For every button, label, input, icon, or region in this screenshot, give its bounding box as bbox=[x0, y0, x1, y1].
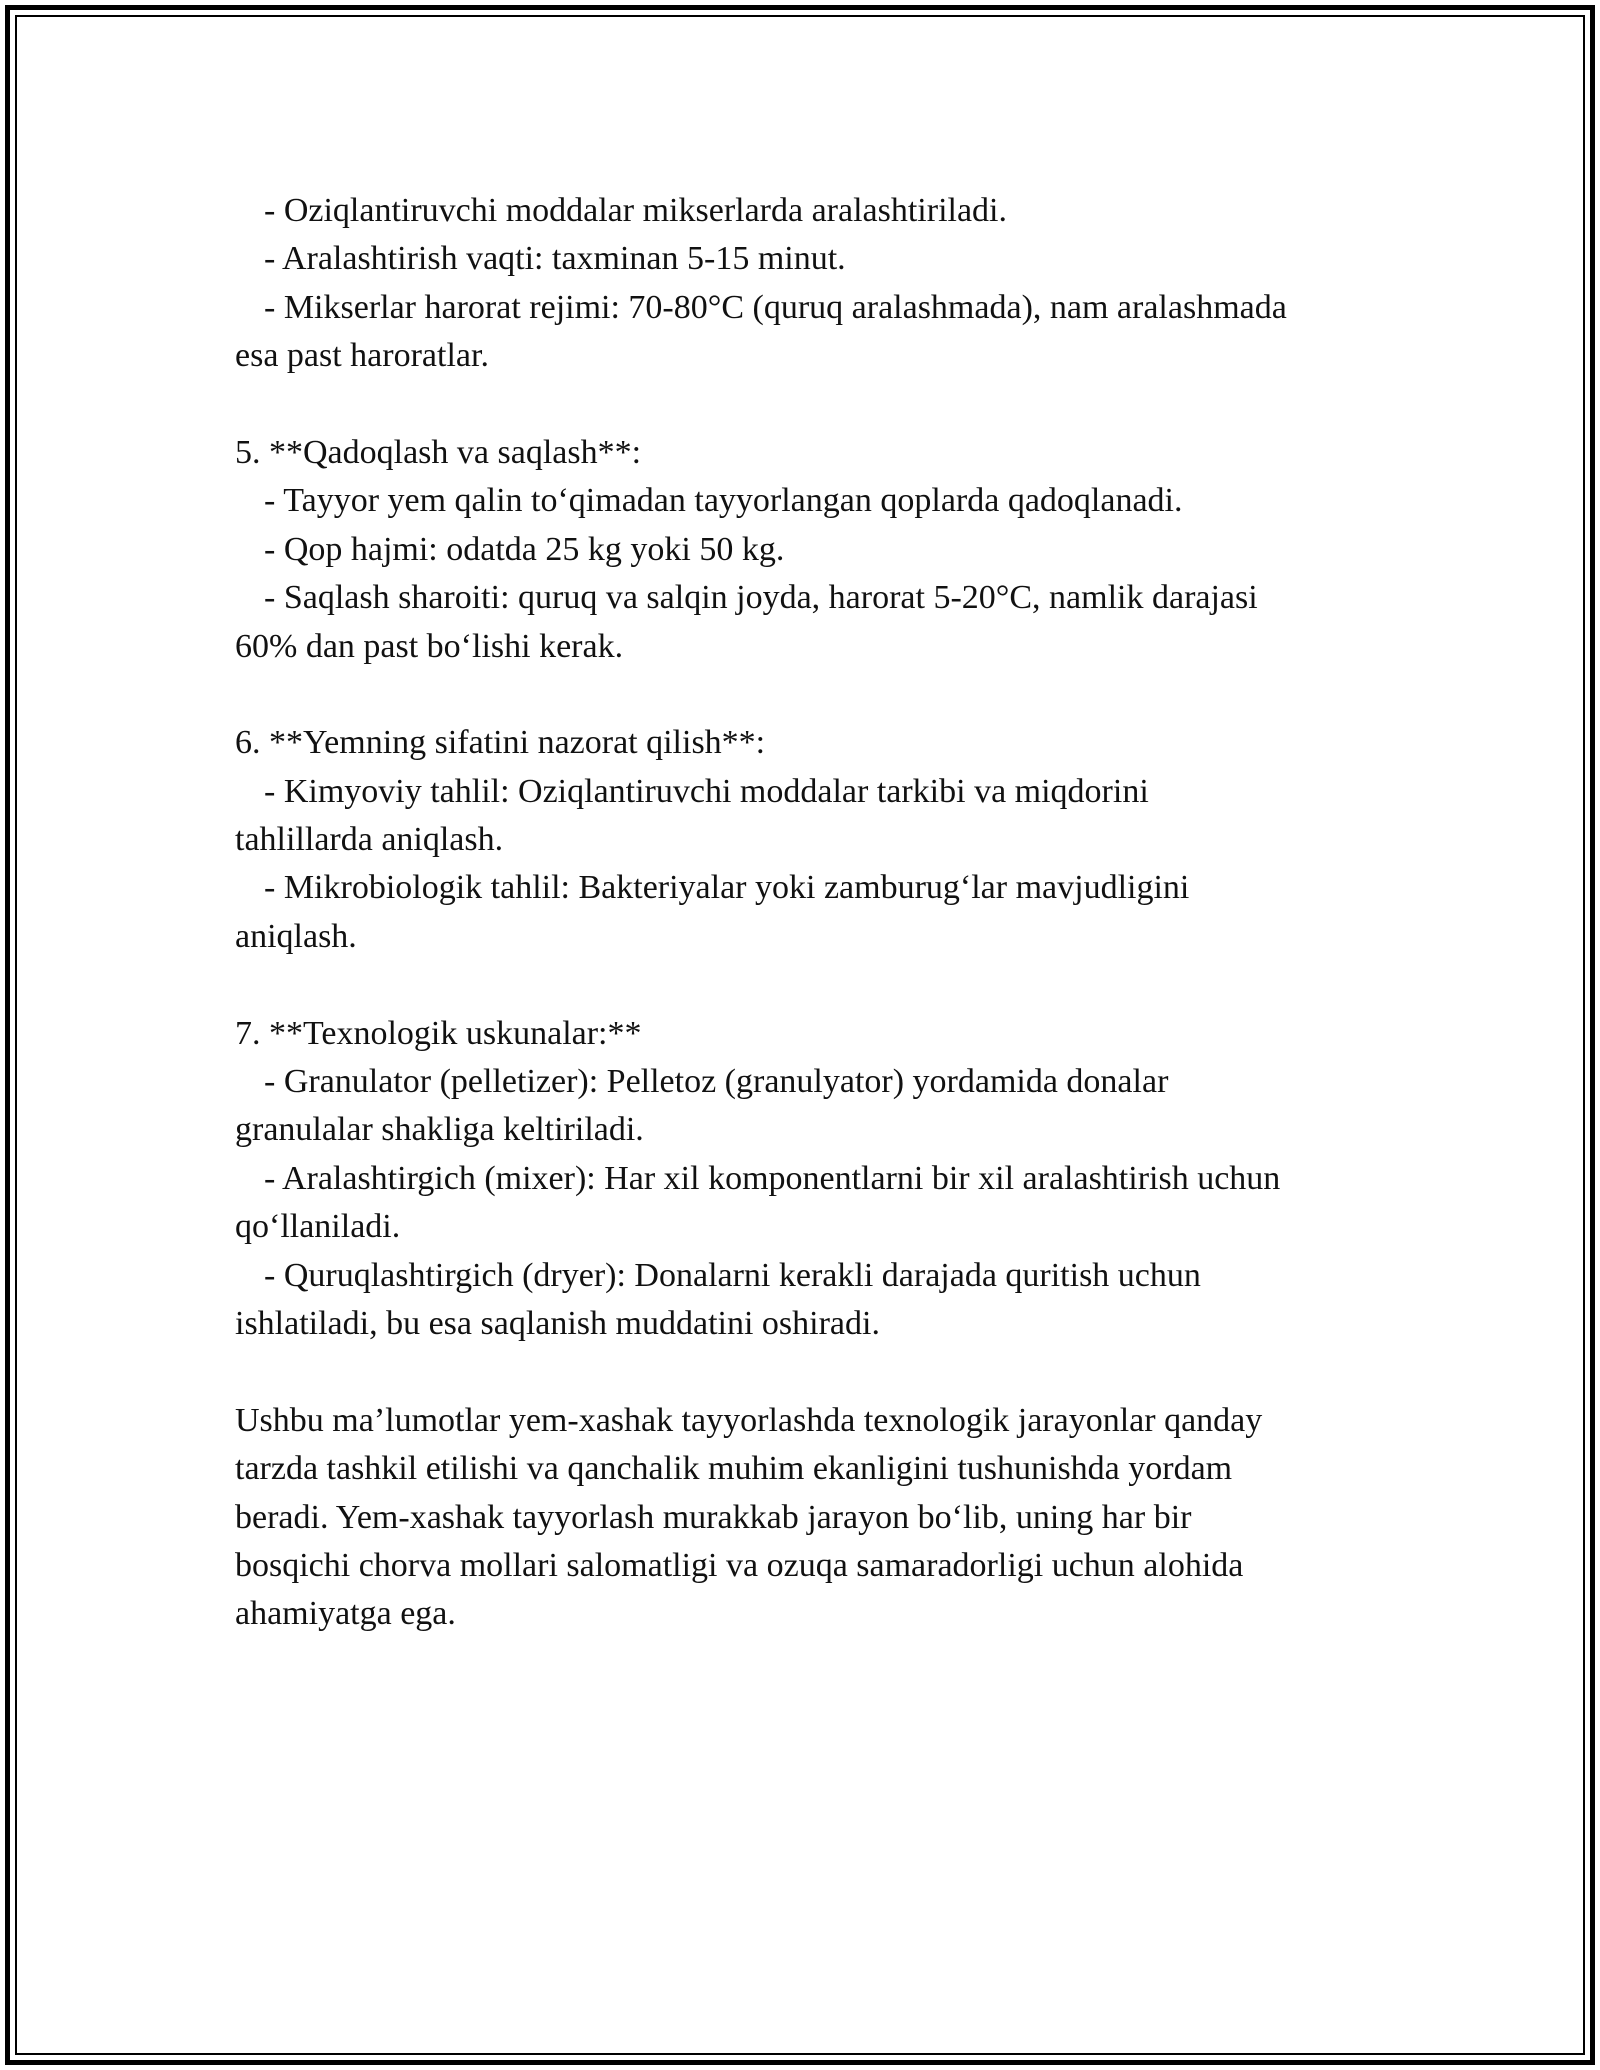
paragraph-line: Ushbu ma’lumotlar yem-xashak tayyorlashda texnologik jarayonlar qanday bbox=[235, 1401, 1263, 1439]
item-line-continuation: 60% dan past bo‘lishi kerak. bbox=[235, 627, 624, 665]
item-line-continuation: qo‘llaniladi. bbox=[235, 1208, 401, 1246]
list-item bbox=[235, 235, 1435, 283]
document-body bbox=[235, 187, 1435, 1639]
item-line: - Mikrobiologik tahlil: Bakteriyalar yoki zamburug‘lar mavjudligini bbox=[264, 869, 1190, 907]
list-item bbox=[235, 284, 1435, 381]
list-item bbox=[235, 477, 1435, 525]
item-line: - Aralashtirgich (mixer): Har xil komponentlarni bir xil aralashtirish uchun bbox=[264, 1159, 1281, 1197]
item-line-continuation: esa past haroratlar. bbox=[235, 337, 489, 375]
section-heading: 6. **Yemning sifatini nazorat qilish**: bbox=[235, 724, 766, 762]
item-line: - Saqlash sharoiti: quruq va salqin joyda, harorat 5-20°C, namlik darajasi bbox=[264, 579, 1258, 617]
item-line: - Quruqlashtirgich (dryer): Donalarni kerakli darajada quritish uchun bbox=[264, 1256, 1201, 1294]
item-line: - Qop hajmi: odatda 25 kg yoki 50 kg. bbox=[264, 530, 785, 568]
section-heading: 7. **Texnologik uskunalar:** bbox=[235, 1014, 642, 1052]
item-line-continuation: granulalar shakliga keltiriladi. bbox=[235, 1111, 644, 1149]
item-line-continuation: tahlillarda aniqlash. bbox=[235, 821, 504, 859]
list-item bbox=[235, 1155, 1435, 1252]
item-line: - Tayyor yem qalin to‘qimadan tayyorlangan qoplarda qadoqlanadi. bbox=[264, 482, 1183, 520]
item-line: - Oziqlantiruvchi moddalar mikserlarda aralashtiriladi. bbox=[264, 192, 1008, 229]
list-item bbox=[235, 864, 1435, 961]
item-line: - Kimyoviy tahlil: Oziqlantiruvchi moddalar tarkibi va miqdorini bbox=[264, 772, 1149, 810]
section-heading: 5. **Qadoqlash va saqlash**: bbox=[235, 433, 642, 471]
section-equipment bbox=[235, 1010, 1435, 1349]
item-line: - Granulator (pelletizer): Pelletoz (granulyator) yordamida donalar bbox=[264, 1063, 1169, 1101]
list-item bbox=[235, 768, 1435, 865]
paragraph-line: ahamiyatga ega. bbox=[235, 1595, 456, 1633]
item-line-continuation: aniqlash. bbox=[235, 917, 357, 955]
section-mixing bbox=[235, 187, 1435, 381]
list-item bbox=[235, 574, 1435, 671]
section-packaging bbox=[235, 429, 1435, 671]
list-item bbox=[235, 1252, 1435, 1349]
paragraph-line: bosqichi chorva mollari salomatligi va ozuqa samaradorligi uchun alohida bbox=[235, 1546, 1244, 1584]
item-line-continuation: ishlatiladi, bu esa saqlanish muddatini oshiradi. bbox=[235, 1304, 880, 1342]
item-line: - Mikserlar harorat rejimi: 70-80°C (quruq aralashmada), nam aralashmada bbox=[264, 288, 1287, 326]
paragraph-line: tarzda tashkil etilishi va qanchalik muhim ekanligini tushunishda yordam bbox=[235, 1450, 1233, 1488]
list-item bbox=[235, 187, 1435, 235]
paragraph-line: beradi. Yem-xashak tayyorlash murakkab jarayon bo‘lib, uning har bir bbox=[235, 1498, 1192, 1536]
list-item bbox=[235, 1058, 1435, 1155]
list-item bbox=[235, 526, 1435, 574]
section-quality-control bbox=[235, 719, 1435, 961]
conclusion-paragraph bbox=[235, 1397, 1435, 1639]
item-line: - Aralashtirish vaqti: taxminan 5-15 minut. bbox=[264, 240, 846, 278]
